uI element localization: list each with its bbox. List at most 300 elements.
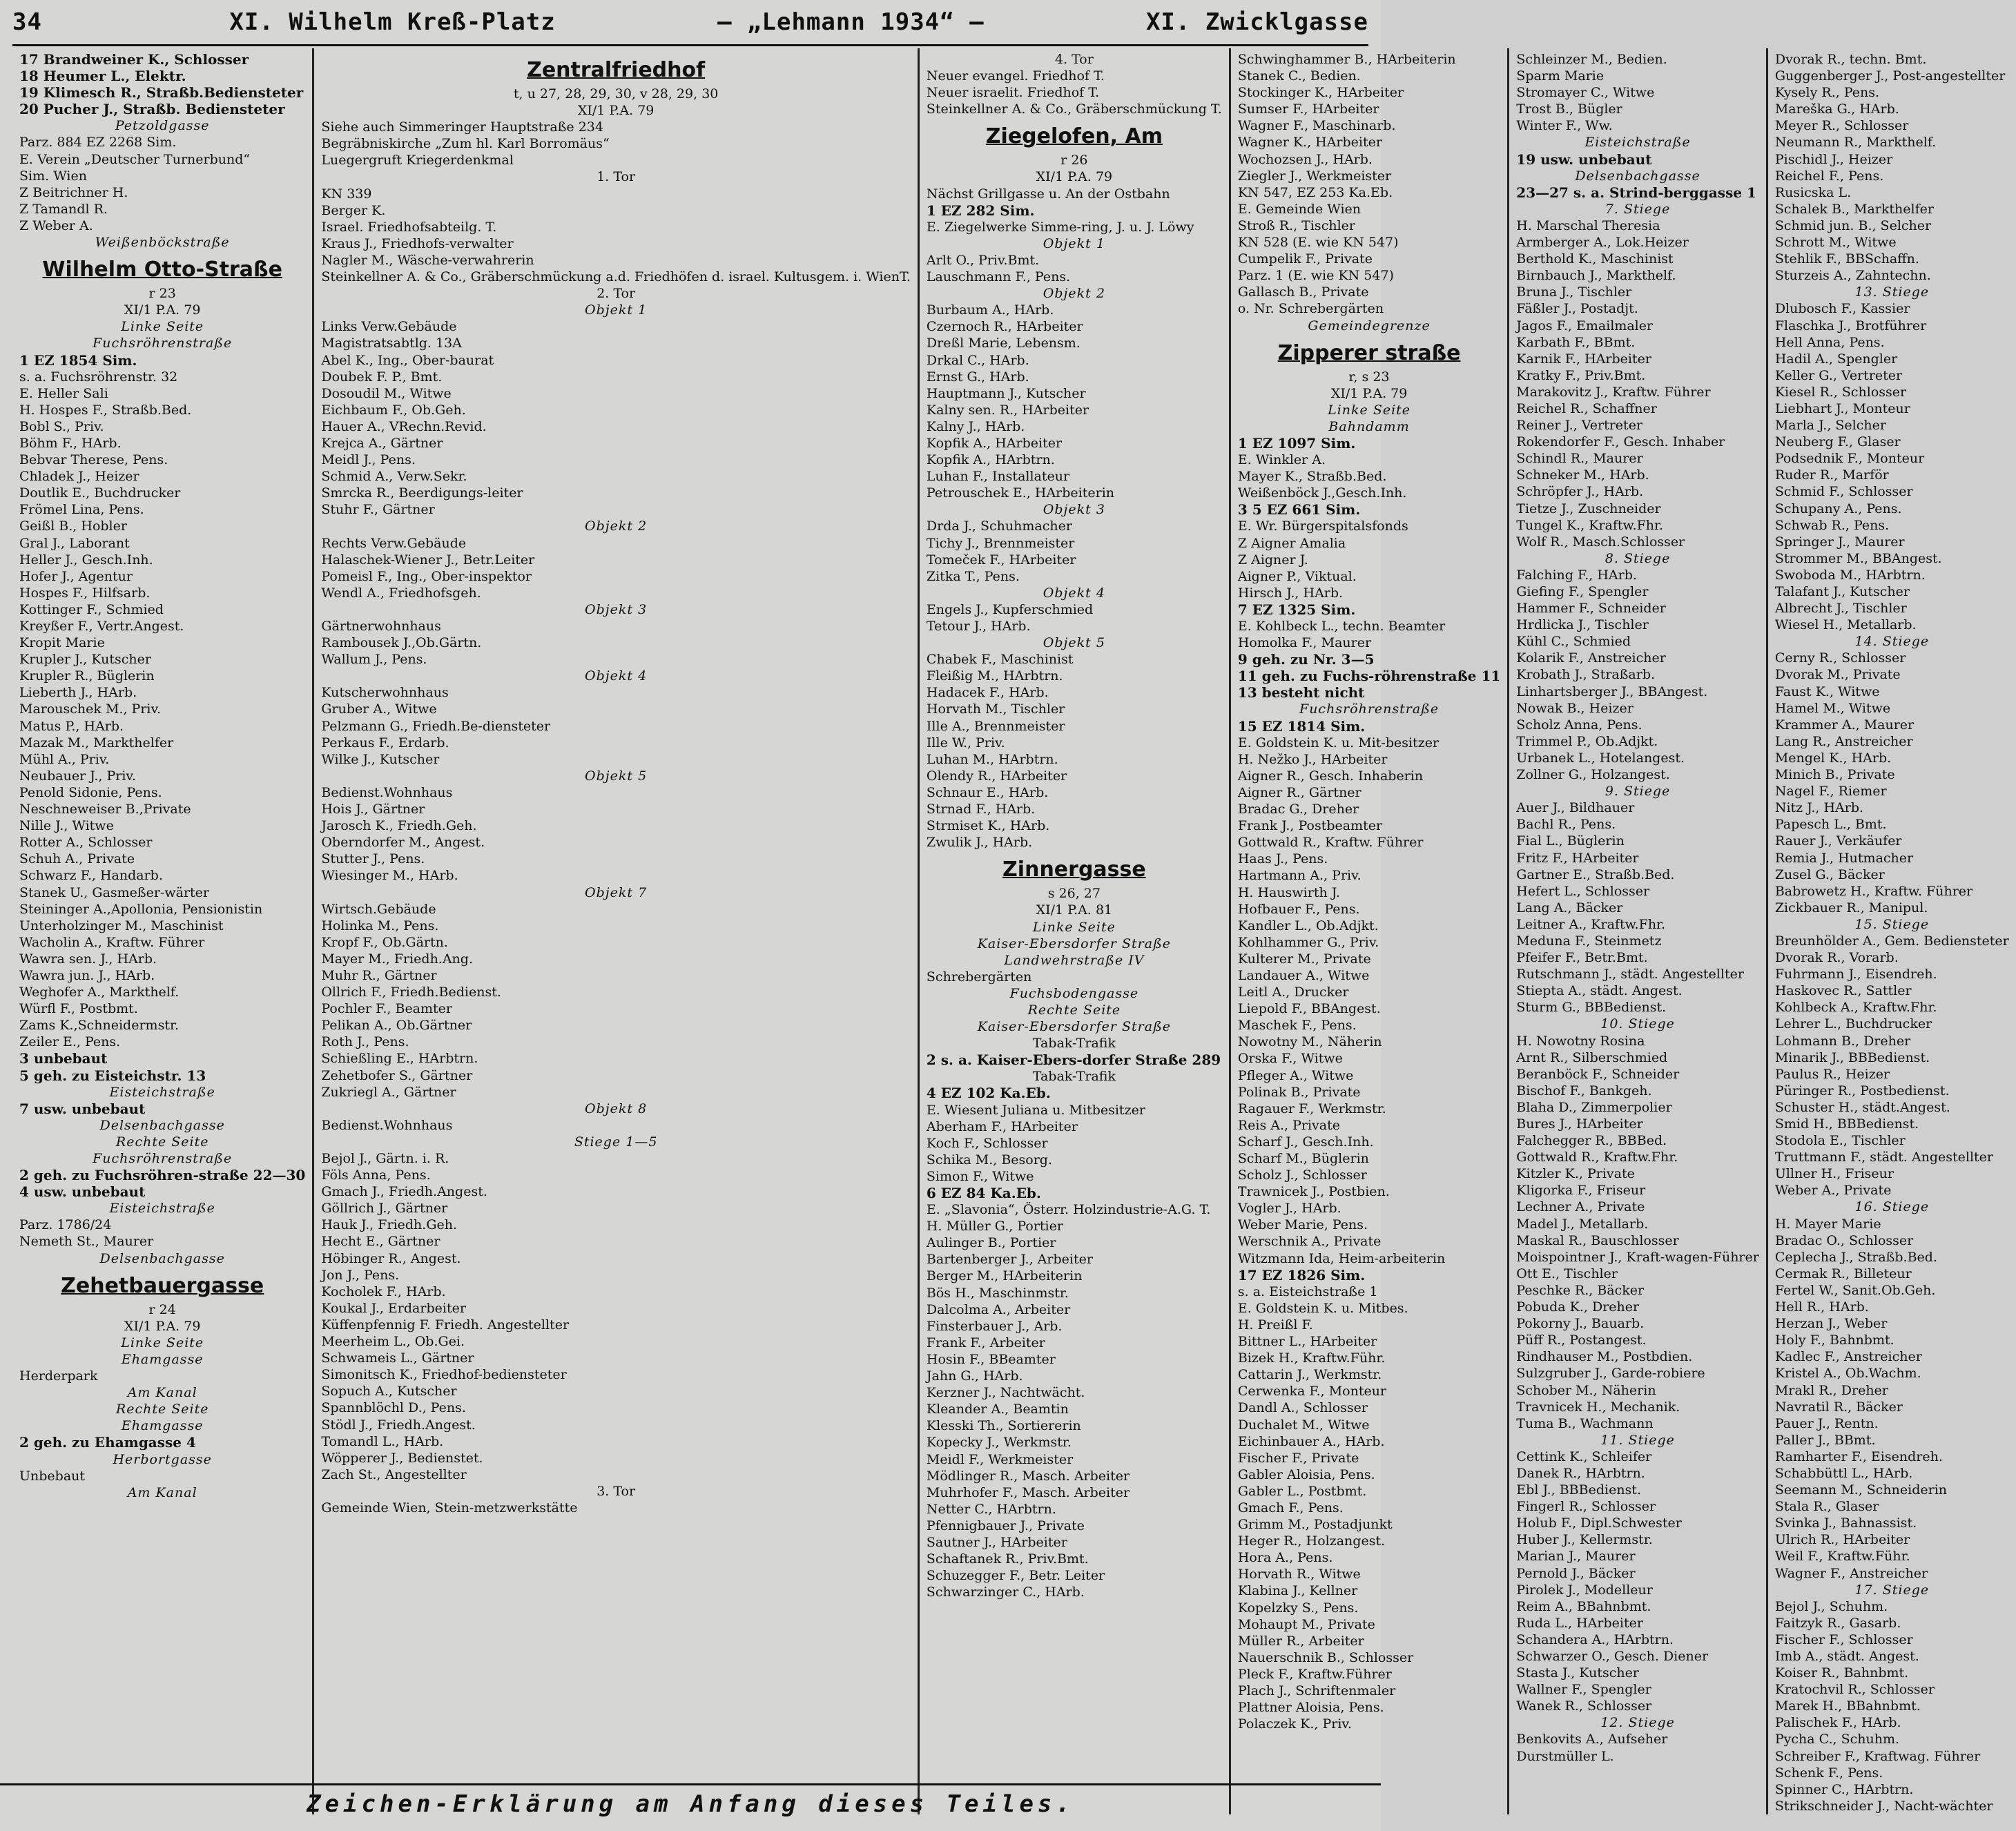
directory-entry: Schabbüttl L., HArb. bbox=[1774, 1465, 1913, 1481]
directory-entry: Scharf M., Büglerin bbox=[1237, 1151, 1369, 1166]
directory-entry: Hartmann A., Priv. bbox=[1237, 868, 1361, 884]
cross-street-marker: Objekt 8 bbox=[585, 1101, 648, 1116]
directory-entry: r 24 bbox=[148, 1301, 176, 1317]
directory-entry: Koch F., Schlosser bbox=[926, 1135, 1048, 1151]
directory-entry: E. Verein „Deutscher Turnerbund“ bbox=[19, 151, 251, 167]
directory-entry: Berger K. bbox=[321, 202, 386, 218]
directory-entry: o. Nr. Schrebergärten bbox=[1237, 301, 1384, 317]
directory-entry: Marouschek M., Priv. bbox=[19, 701, 162, 717]
directory-entry: Eichbaum F., Ob.Geh. bbox=[321, 402, 466, 418]
directory-entry: Stutter J., Pens. bbox=[321, 851, 425, 867]
directory-entry: Netter C., HArbtrn. bbox=[926, 1501, 1056, 1517]
directory-entry: Frank J., Postbeamter bbox=[1237, 818, 1383, 834]
directory-entry: Drkal C., HArb. bbox=[926, 352, 1029, 368]
cross-street-marker: Objekt 1 bbox=[585, 302, 648, 318]
directory-entry: Meyer R., Schlosser bbox=[1774, 118, 1909, 134]
directory-entry: Schindl R., Maurer bbox=[1516, 451, 1643, 467]
cross-street-marker: 15. Stiege bbox=[1854, 916, 1930, 932]
directory-entry: Schika M., Besorg. bbox=[926, 1152, 1053, 1168]
directory-entry: Höbinger R., Angest. bbox=[321, 1250, 461, 1266]
cross-street-marker: 10. Stiege bbox=[1600, 1016, 1675, 1032]
directory-entry: E. Gemeinde Wien bbox=[1237, 201, 1361, 217]
directory-entry: 7 EZ 1325 Sim. bbox=[1237, 601, 1356, 618]
cross-street-marker: Herbortgasse bbox=[113, 1451, 212, 1467]
directory-entry: Rauer J., Verkäufer bbox=[1774, 833, 1902, 849]
directory-entry: Eichinbauer A., HArb. bbox=[1237, 1433, 1385, 1449]
directory-entry: Schwameis L., Gärtner bbox=[321, 1350, 474, 1366]
directory-entry: Schupany A., Pens. bbox=[1774, 501, 1902, 516]
directory-entry: Mazak M., Markthelfer bbox=[19, 735, 174, 750]
directory-entry: Keller G., Vertreter bbox=[1774, 367, 1903, 383]
header-center-title: — „Lehmann 1934“ — bbox=[717, 8, 985, 36]
cross-street-marker: Linke Seite bbox=[1032, 919, 1116, 935]
cross-street-marker: 14. Stiege bbox=[1854, 634, 1930, 650]
directory-entry: Kadlec F., Anstreicher bbox=[1774, 1349, 1922, 1365]
directory-entry: Winter F., Ww. bbox=[1516, 118, 1613, 134]
directory-entry: Schwab R., Pens. bbox=[1774, 517, 1890, 533]
directory-entry: Hauk J., Friedh.Geh. bbox=[321, 1217, 458, 1233]
directory-entry: Neuer evangel. Friedhof T. bbox=[926, 68, 1105, 84]
directory-entry: Fischer F., Schlosser bbox=[1774, 1631, 1913, 1647]
directory-entry: Trawnicek J., Postbien. bbox=[1237, 1184, 1390, 1200]
directory-entry: Zusel G., Bäcker bbox=[1774, 866, 1885, 882]
directory-entry: Hois J., Gärtner bbox=[321, 802, 425, 817]
directory-entry: 2 s. a. Kaiser-Ebers-dorfer Straße 289 bbox=[926, 1052, 1221, 1069]
directory-entry: Steininger A.,Apollonia, Pensionistin bbox=[19, 901, 263, 917]
directory-entry: Halaschek-Wiener J., Betr.Leiter bbox=[321, 552, 535, 568]
directory-entry: Lehrer L., Buchdrucker bbox=[1774, 1016, 1932, 1032]
directory-entry: Schaftanek R., Priv.Bmt. bbox=[926, 1551, 1089, 1567]
directory-entry: Dosoudil M., Witwe bbox=[321, 385, 452, 401]
directory-entry: Muhr R., Gärtner bbox=[321, 967, 437, 983]
directory-entry: E. Goldstein K. u. Mitbes. bbox=[1237, 1300, 1408, 1316]
directory-entry: Fischer F., Private bbox=[1237, 1450, 1359, 1466]
directory-entry: Penold Sidonie, Pens. bbox=[19, 784, 162, 800]
directory-entry: Liebhart J., Monteur bbox=[1774, 400, 1910, 416]
directory-entry: Falching F., HArb. bbox=[1516, 567, 1637, 583]
directory-entry: Steinkellner A. & Co., Gräberschmückung a.d. Friedhöfen d. israel. Kultusgem. i. WienT. bbox=[321, 269, 911, 285]
directory-entry: Gottwald R., Kraftw.Fhr. bbox=[1516, 1150, 1678, 1165]
directory-entry: Meidl F., Werkmeister bbox=[926, 1451, 1074, 1467]
directory-entry: Haas J., Pens. bbox=[1237, 851, 1328, 867]
directory-entry: Dlubosch F., Kassier bbox=[1774, 301, 1910, 317]
directory-entry: Reichel F., Pens. bbox=[1774, 168, 1884, 184]
directory-entry: Scholz J., Schlosser bbox=[1237, 1168, 1367, 1183]
directory-entry: Kropit Marie bbox=[19, 635, 105, 651]
directory-entry: Unbebaut bbox=[19, 1468, 86, 1484]
directory-entry: H. Marschal Theresia bbox=[1516, 217, 1660, 233]
directory-entry: Fuhrmann J., Eisendreh. bbox=[1774, 967, 1937, 982]
street-heading: Zentralfriedhof bbox=[527, 58, 706, 82]
directory-entry: Podsednik F., Monteur bbox=[1774, 451, 1925, 467]
directory-entry: Schreiber F., Kraftwag. Führer bbox=[1774, 1748, 1981, 1764]
cross-street-marker: 17. Stiege bbox=[1854, 1582, 1930, 1598]
directory-entry: Schnaur E., HArb. bbox=[926, 784, 1049, 800]
directory-entry: r 23 bbox=[148, 286, 176, 302]
directory-entry: Springer J., Maurer bbox=[1774, 534, 1905, 550]
cross-street-marker: 9. Stiege bbox=[1605, 784, 1671, 800]
directory-entry: Smid H., BBBedienst. bbox=[1774, 1116, 1919, 1132]
directory-entry: Marek H., BBahnbmt. bbox=[1774, 1698, 1921, 1714]
directory-entry: Finsterbauer J., Arb. bbox=[926, 1318, 1063, 1334]
directory-entry: Ceplecha J., Straßb.Bed. bbox=[1774, 1249, 1937, 1265]
directory-entry: H. Hospes F., Straßb.Bed. bbox=[19, 402, 192, 418]
directory-entry: Krammer A., Maurer bbox=[1774, 717, 1915, 733]
directory-entry: Schwinghammer B., HArbeiterin bbox=[1237, 52, 1456, 67]
directory-entry: Aigner R., Gesch. Inhaberin bbox=[1237, 768, 1424, 784]
directory-entry: Orska F., Witwe bbox=[1237, 1051, 1343, 1067]
directory-entry: Engels J., Kupferschmied bbox=[926, 601, 1094, 617]
directory-entry: Olendy R., HArbeiter bbox=[926, 768, 1067, 784]
directory-entry: Reis A., Private bbox=[1237, 1117, 1340, 1133]
directory-entry: Lang R., Anstreicher bbox=[1774, 733, 1913, 749]
directory-entry: Liepold F., BBAngest. bbox=[1237, 1001, 1381, 1017]
cross-street-marker: Linke Seite bbox=[121, 319, 204, 335]
directory-entry: Hefert L., Schlosser bbox=[1516, 883, 1650, 899]
directory-entry: Linhartsberger J., BBAngest. bbox=[1516, 684, 1708, 699]
directory-entry: Koukal J., Erdarbeiter bbox=[321, 1300, 466, 1316]
directory-entry: Huber J., Kellermstr. bbox=[1516, 1532, 1653, 1548]
directory-entry: Abel K., Ing., Ober-baurat bbox=[321, 352, 494, 368]
cross-street-marker: Eisteichstraße bbox=[109, 1084, 215, 1100]
directory-entry: Heger R., Holzangest. bbox=[1237, 1533, 1386, 1549]
directory-entry: Pobuda K., Dreher bbox=[1516, 1299, 1640, 1315]
directory-entry: Fritz F., HArbeiter bbox=[1516, 850, 1639, 866]
column-3 bbox=[920, 48, 1231, 1814]
directory-entry: Gartner E., Straßb.Bed. bbox=[1516, 866, 1675, 882]
directory-entry: Mayer M., Friedh.Ang. bbox=[321, 951, 474, 967]
directory-entry: Navratil R., Bäcker bbox=[1774, 1399, 1903, 1415]
directory-entry: Meerheim L., Ob.Gei. bbox=[321, 1334, 465, 1350]
directory-entry: E. „Slavonia“, Österr. Holzindustrie-A.G. T. bbox=[926, 1202, 1211, 1218]
directory-entry: KN 339 bbox=[321, 186, 372, 202]
directory-entry: Schleinzer M., Bedien. bbox=[1516, 52, 1667, 67]
directory-entry: Schuster H., städt.Angest. bbox=[1774, 1099, 1950, 1115]
directory-entry: Landauer A., Witwe bbox=[1237, 967, 1370, 983]
directory-entry: Kohlbeck A., Kraftw.Fhr. bbox=[1774, 1000, 1937, 1016]
directory-entry: E. Kohlbeck L., techn. Beamter bbox=[1237, 619, 1446, 634]
directory-entry: Burbaum A., HArb. bbox=[926, 302, 1054, 318]
cross-street-marker: Delsenbachgasse bbox=[99, 1117, 225, 1133]
directory-entry: 3 5 EZ 661 Sim. bbox=[1237, 501, 1361, 519]
directory-entry: Tungel K., Kraftw.Fhr. bbox=[1516, 517, 1664, 533]
directory-entry: Bradac G., Dreher bbox=[1237, 802, 1359, 817]
directory-entry: Stiepta A., städt. Angest. bbox=[1516, 983, 1683, 999]
directory-entry: Tietze J., Zuschneider bbox=[1516, 501, 1661, 516]
directory-entry: Beranböck F., Schneider bbox=[1516, 1066, 1680, 1082]
directory-entry: Weber Marie, Pens. bbox=[1237, 1217, 1368, 1233]
directory-entry: Nagel F., Riemer bbox=[1774, 784, 1887, 800]
directory-entry: Parz. 1786/24 bbox=[19, 1217, 112, 1233]
directory-entry: Neuberg F., Glaser bbox=[1774, 434, 1901, 450]
directory-entry: Kolarik F., Anstreicher bbox=[1516, 650, 1666, 666]
directory-entry: Berthold K., Maschinist bbox=[1516, 251, 1674, 267]
cross-street-marker: Ehamgasse bbox=[121, 1418, 204, 1434]
directory-entry: Wallner F., Spengler bbox=[1516, 1682, 1651, 1698]
directory-entry: Svinka J., Bahnassist. bbox=[1774, 1515, 1917, 1531]
directory-entry: Schmid F., Schlosser bbox=[1774, 484, 1913, 500]
directory-entry: Kohlhammer G., Priv. bbox=[1237, 934, 1379, 950]
directory-entry: Falchegger R., BBBed. bbox=[1516, 1133, 1667, 1149]
directory-entry: Pomeisl F., Ing., Ober-inspektor bbox=[321, 568, 532, 584]
directory-entry: E. Heller Sali bbox=[19, 385, 108, 401]
cross-street-marker: 8. Stiege bbox=[1605, 550, 1671, 566]
directory-entry: Tabak-Trafik bbox=[1032, 1036, 1116, 1052]
directory-entry: Dvorak R., Vorarb. bbox=[1774, 950, 1899, 966]
directory-entry: Kraus J., Friedhofs-verwalter bbox=[321, 235, 514, 251]
directory-entry: E. Ziegelwerke Simme-ring, J. u. J. Löwy bbox=[926, 219, 1194, 235]
directory-entry: Drda J., Schuhmacher bbox=[926, 519, 1072, 534]
cross-street-marker: Fuchsröhrenstraße bbox=[1299, 701, 1440, 717]
directory-entry: s. a. Fuchsröhrenstr. 32 bbox=[19, 369, 178, 385]
directory-entry: Zwulik J., HArb. bbox=[926, 835, 1033, 851]
directory-entry: Hell R., HArb. bbox=[1774, 1299, 1869, 1315]
directory-entry: Sautner J., HArbeiter bbox=[926, 1534, 1067, 1550]
directory-entry: Breunhölder A., Gem. Bediensteter bbox=[1774, 933, 2009, 949]
column-2 bbox=[314, 48, 920, 1814]
directory-entry: 19 Klimesch R., Straßb.Bediensteter bbox=[19, 84, 304, 101]
directory-entry: Mühl A., Priv. bbox=[19, 751, 110, 767]
directory-entry: Tuma B., Wachmann bbox=[1516, 1415, 1654, 1431]
directory-entry: Rambousek J.,Ob.Gärtn. bbox=[321, 635, 482, 651]
directory-entry: Marla J., Selcher bbox=[1774, 418, 1886, 434]
directory-entry: Z Weber A. bbox=[19, 217, 93, 233]
directory-entry: Kalny sen. R., HArbeiter bbox=[926, 402, 1089, 418]
directory-entry: Danek R., HArbtrn. bbox=[1516, 1465, 1645, 1481]
directory-entry: Bobl S., Priv. bbox=[19, 418, 104, 434]
cross-street-marker: Kaiser-Ebersdorfer Straße bbox=[977, 1019, 1172, 1035]
directory-entry: Z Aigner J. bbox=[1237, 552, 1308, 568]
directory-entry: 1 EZ 1854 Sim. bbox=[19, 351, 137, 369]
directory-entry: Ruder R., Marför bbox=[1774, 467, 1889, 483]
directory-entry: Kitzler K., Private bbox=[1516, 1166, 1635, 1182]
directory-entry: Duchalet M., Witwe bbox=[1237, 1417, 1370, 1433]
directory-entry: Sturm G., BBBedienst. bbox=[1516, 1000, 1667, 1016]
directory-entry: Nowak B., Heizer bbox=[1516, 700, 1634, 716]
directory-entry: Kratochvil R., Schlosser bbox=[1774, 1682, 1935, 1698]
cross-street-marker: Delsenbachgasse bbox=[99, 1250, 225, 1266]
directory-entry: Kerzner J., Nachtwächt. bbox=[926, 1385, 1085, 1401]
directory-entry: Guggenberger J., Post-angestellter bbox=[1774, 68, 2006, 84]
directory-entry: 4 EZ 102 Ka.Eb. bbox=[926, 1085, 1051, 1102]
directory-entry: 11 geh. zu Fuchs-röhrenstraße 11 bbox=[1237, 668, 1501, 685]
directory-entry: Marian J., Maurer bbox=[1516, 1549, 1636, 1564]
directory-entry: Gmach J., Friedh.Angest. bbox=[321, 1184, 487, 1200]
directory-entry: Horvath M., Tischler bbox=[926, 701, 1065, 717]
directory-entry: Kropf F., Ob.Gärtn. bbox=[321, 934, 448, 950]
directory-entry: Dvorak R., techn. Bmt. bbox=[1774, 52, 1927, 67]
directory-entry: Jarosch K., Friedh.Geh. bbox=[321, 818, 477, 834]
directory-entry: Dreßl Marie, Lebensm. bbox=[926, 336, 1080, 351]
directory-entry: Weber A., Private bbox=[1774, 1183, 1892, 1199]
directory-entry: Klesski Th., Sortiererin bbox=[926, 1418, 1081, 1434]
directory-entry: Hammer F., Schneider bbox=[1516, 601, 1666, 617]
directory-entry: Faust K., Witwe bbox=[1774, 684, 1880, 699]
directory-entry: Parz. 884 EZ 2268 Sim. bbox=[19, 135, 177, 151]
directory-entry: Sulzgruber J., Garde-robiere bbox=[1516, 1366, 1705, 1382]
directory-entry: Polinak B., Private bbox=[1237, 1084, 1361, 1100]
cross-street-marker: Eisteichstraße bbox=[109, 1201, 215, 1217]
directory-entry: Bizek H., Kraftw.Führ. bbox=[1237, 1350, 1386, 1366]
directory-entry: Schober M., Näherin bbox=[1516, 1382, 1656, 1398]
directory-entry: Nagler M., Wäsche-verwahrerin bbox=[321, 252, 534, 268]
directory-entry: Z Tamandl R. bbox=[19, 201, 108, 217]
directory-entry: r, s 23 bbox=[1348, 369, 1390, 385]
directory-entry: 1 EZ 1097 Sim. bbox=[1237, 434, 1356, 452]
directory-entry: Krupler J., Kutscher bbox=[19, 652, 151, 668]
directory-entry: Pokorny J., Bauarb. bbox=[1516, 1316, 1645, 1332]
directory-entry: Plach J., Schriftenmaler bbox=[1237, 1683, 1396, 1698]
directory-entry: Meduna F., Steinmetz bbox=[1516, 933, 1662, 949]
directory-entry: Papesch L., Bmt. bbox=[1774, 817, 1887, 833]
directory-entry: Birnbauch J., Markthelf. bbox=[1516, 268, 1676, 284]
directory-entry: Neschneweiser B.,Private bbox=[19, 802, 191, 817]
directory-entry: Püff R., Postangest. bbox=[1516, 1333, 1647, 1348]
directory-entry: Aigner P., Viktual. bbox=[1237, 568, 1357, 584]
directory-entry: Luhan M., HArbtrn. bbox=[926, 751, 1058, 767]
directory-entry: Israel. Friedhofsabteilg. T. bbox=[321, 219, 497, 235]
directory-entry: Madel J., Metallarb. bbox=[1516, 1216, 1649, 1232]
directory-entry: Dvorak M., Private bbox=[1774, 667, 1901, 683]
street-heading: Zinnergasse bbox=[1002, 858, 1146, 882]
cross-street-marker: 12. Stiege bbox=[1600, 1715, 1675, 1731]
directory-entry: Frömel Lina, Pens. bbox=[19, 502, 144, 518]
directory-entry: Ragauer F., Werkmstr. bbox=[1237, 1101, 1386, 1116]
directory-entry: Z Aigner Amalia bbox=[1237, 535, 1346, 551]
directory-entry: 23—27 s. a. Strind-berggasse 1 bbox=[1516, 184, 1756, 201]
directory-entry: Durstmüller L. bbox=[1516, 1748, 1614, 1764]
directory-entry: Kratky F., Priv.Bmt. bbox=[1516, 367, 1646, 383]
directory-entry: Weil F., Kraftw.Führ. bbox=[1774, 1549, 1910, 1564]
directory-entry: Bebvar Therese, Pens. bbox=[19, 452, 168, 468]
header-left-title: XI. Wilhelm Kreß-Platz bbox=[229, 8, 556, 36]
directory-entry: Lohmann B., Dreher bbox=[1774, 1033, 1911, 1049]
directory-entry: Gral J., Laborant bbox=[19, 535, 130, 551]
directory-entry: Fial L., Büglerin bbox=[1516, 833, 1625, 849]
directory-entry: Strnad F., HArb. bbox=[926, 802, 1036, 817]
directory-entry: Ruda L., HArbeiter bbox=[1516, 1615, 1643, 1631]
directory-entry: Ullner H., Friseur bbox=[1774, 1166, 1894, 1182]
directory-entry: Heller J., Gesch.Inh. bbox=[19, 552, 153, 568]
directory-entry: 1 EZ 282 Sim. bbox=[926, 202, 1035, 219]
directory-entry: Witzmann Ida, Heim-arbeiterin bbox=[1237, 1250, 1446, 1266]
directory-entry: Bruna J., Tischler bbox=[1516, 284, 1632, 300]
page-footer: Zeichen-Erklärung am Anfang dieses Teiles. bbox=[0, 1783, 1381, 1824]
directory-entry: Minarik J., BBBedienst. bbox=[1774, 1049, 1930, 1065]
directory-entry: Giefing F., Spengler bbox=[1516, 584, 1649, 599]
directory-entry: Berger M., HArbeiterin bbox=[926, 1268, 1083, 1284]
directory-entry: Pochler F., Beamter bbox=[321, 1001, 452, 1017]
directory-entry: Neubauer J., Priv. bbox=[19, 768, 136, 784]
directory-entry: Wendl A., Friedhofsgeh. bbox=[321, 585, 481, 601]
directory-entry: Gabler Aloisia, Pens. bbox=[1237, 1466, 1375, 1482]
directory-entry: Remia J., Hutmacher bbox=[1774, 850, 1914, 866]
directory-entry: Bradac O., Schlosser bbox=[1774, 1232, 1914, 1248]
cross-street-marker: Fuchsröhrenstraße bbox=[93, 336, 233, 351]
directory-entry: Kiesel R., Schlosser bbox=[1774, 384, 1907, 400]
directory-entry: Cattarin J., Werkmstr. bbox=[1237, 1367, 1382, 1383]
directory-entry: 3. Tor bbox=[597, 1483, 636, 1499]
directory-entry: Kottinger F., Schmied bbox=[19, 601, 164, 617]
directory-entry: Stockinger K., HArbeiter bbox=[1237, 85, 1404, 101]
column-6 bbox=[1768, 48, 2016, 1814]
directory-entry: Cermak R., Billeteur bbox=[1774, 1266, 1912, 1281]
page-header bbox=[12, 0, 1368, 46]
directory-entry: Jahn G., HArb. bbox=[926, 1368, 1023, 1384]
directory-entry: Unterholzinger M., Maschinist bbox=[19, 918, 224, 933]
directory-entry: Pauer J., Rentn. bbox=[1774, 1415, 1879, 1431]
directory-entry: Polaczek K., Priv. bbox=[1237, 1716, 1352, 1732]
directory-entry: Mengel K., HArb. bbox=[1774, 750, 1892, 766]
directory-entry: Luhan F., Installateur bbox=[926, 469, 1070, 485]
directory-entry: Zehetbofer S., Gärtner bbox=[321, 1067, 473, 1083]
column-1 bbox=[12, 48, 314, 1814]
directory-entry: Stala R., Glaser bbox=[1774, 1499, 1879, 1515]
directory-entry: s. a. Eisteichstraße 1 bbox=[1237, 1283, 1378, 1299]
directory-entry: 20 Pucher J., Straßb. Bediensteter bbox=[19, 101, 285, 118]
directory-entry: Plattner Aloisia, Pens. bbox=[1237, 1700, 1384, 1716]
directory-entry: 6 EZ 84 Ka.Eb. bbox=[926, 1185, 1041, 1201]
directory-entry: Gmach F., Pens. bbox=[1237, 1500, 1344, 1515]
header-right-title: XI. Zwicklgasse bbox=[1145, 8, 1368, 36]
directory-entry: Dalcolma A., Arbeiter bbox=[926, 1301, 1071, 1317]
directory-entry: Doubek F. P., Bmt. bbox=[321, 369, 443, 385]
cross-street-marker: Fuchsröhrenstraße bbox=[93, 1151, 233, 1166]
directory-entry: Bedienst.Wohnhaus bbox=[321, 784, 453, 800]
directory-entry: 5 geh. zu Eisteichstr. 13 bbox=[19, 1067, 206, 1084]
directory-entry: Wanek R., Schlosser bbox=[1516, 1698, 1652, 1714]
directory-entry: KN 547, EZ 253 Ka.Eb. bbox=[1237, 184, 1393, 200]
directory-entry: Lechner A., Private bbox=[1516, 1199, 1645, 1215]
directory-entry: Ollrich F., Friedh.Bedienst. bbox=[321, 985, 501, 1000]
directory-entry: Hora A., Pens. bbox=[1237, 1550, 1333, 1566]
directory-entry: Mayer K., Straßb.Bed. bbox=[1237, 469, 1387, 485]
directory-entry: Zitka T., Pens. bbox=[926, 568, 1020, 584]
directory-entry: Bittner L., HArbeiter bbox=[1237, 1334, 1377, 1350]
directory-entry: Haskovec R., Sattler bbox=[1774, 983, 1912, 999]
directory-entry: Ziegler J., Werkmeister bbox=[1237, 168, 1392, 184]
cross-street-marker: Landwehrstraße IV bbox=[1004, 952, 1145, 968]
directory-entry: Seemann M., Schneiderin bbox=[1774, 1482, 1948, 1498]
directory-entry: Schalek B., Markthelfer bbox=[1774, 201, 1934, 217]
directory-entry: Krejca A., Gärtner bbox=[321, 435, 443, 451]
cross-street-marker: Objekt 4 bbox=[1043, 585, 1105, 601]
cross-street-marker: Objekt 5 bbox=[585, 768, 648, 784]
directory-entry: Wiesinger M., HArb. bbox=[321, 868, 458, 884]
directory-entry: Parz. 1 (E. wie KN 547) bbox=[1237, 268, 1394, 284]
directory-entry: Sumser F., HArbeiter bbox=[1237, 101, 1379, 117]
directory-entry: Werschnik A., Private bbox=[1237, 1234, 1382, 1250]
directory-entry: XI/1 P.A. 79 bbox=[1036, 169, 1113, 185]
directory-entry: r 26 bbox=[1060, 153, 1088, 168]
cross-street-marker: 13. Stiege bbox=[1854, 284, 1930, 300]
directory-entry: Benkovits A., Aufseher bbox=[1516, 1732, 1668, 1747]
directory-entry: Kocholek F., HArb. bbox=[321, 1283, 446, 1299]
cross-street-marker: Gemeindegrenze bbox=[1308, 318, 1431, 333]
cross-street-marker: Linke Seite bbox=[121, 1335, 204, 1350]
directory-entry: Bartenberger J., Arbeiter bbox=[926, 1252, 1093, 1268]
directory-entry: Links Verw.Gebäude bbox=[321, 319, 457, 335]
directory-entry: Stodola E., Tischler bbox=[1774, 1133, 1906, 1149]
cross-street-marker: Bahndamm bbox=[1328, 418, 1410, 434]
directory-entry: Hecht E., Gärtner bbox=[321, 1234, 440, 1250]
directory-entry: Kandler L., Ob.Adjkt. bbox=[1237, 918, 1379, 933]
directory-entry: Bedienst.Wohnhaus bbox=[321, 1117, 453, 1133]
directory-entry: Nitz J., HArb. bbox=[1774, 800, 1864, 816]
directory-entry: E. Goldstein K. u. Mit-besitzer bbox=[1237, 735, 1440, 750]
directory-entry: Hauptmann J., Kutscher bbox=[926, 385, 1086, 401]
directory-entry: Cettink K., Schleifer bbox=[1516, 1449, 1652, 1464]
